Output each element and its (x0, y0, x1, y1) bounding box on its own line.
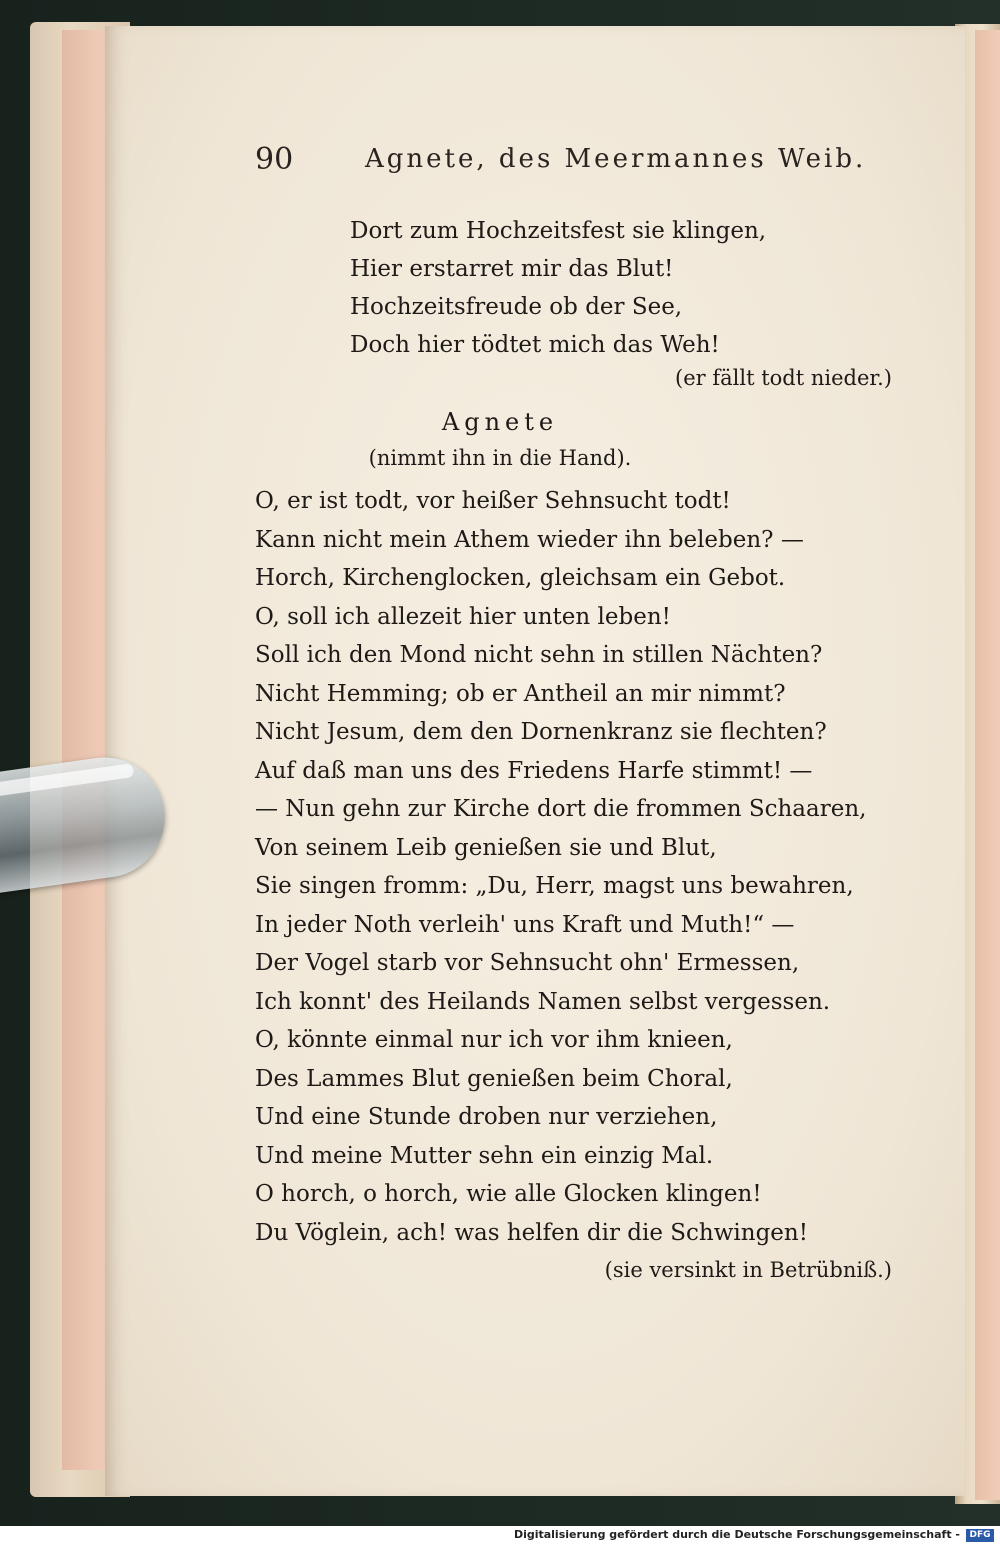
verse-line: Und meine Mutter sehn ein einzig Mal. (255, 1142, 714, 1169)
right-page-edge-colored (975, 30, 1000, 1500)
speaker-name: Agnete (441, 408, 559, 436)
verse-line: Dort zum Hochzeitsfest sie klingen, (350, 218, 767, 244)
running-title: Agnete, des Meermannes Weib. (365, 144, 867, 174)
footer-credit: Digitalisierung gefördert durch die Deutsche Forschungsgemeinschaft - (513, 1528, 960, 1541)
verse-line: Der Vogel starb vor Sehnsucht ohn' Ermessen, (255, 950, 800, 976)
verse-line: In jeder Noth verleih' uns Kraft und Muth!“ — (255, 911, 795, 938)
verse-line: Nicht Jesum, dem den Dornenkranz sie flechten? (255, 719, 827, 745)
speaker-direction: (nimmt ihn in die Hand). (368, 446, 632, 470)
glass-highlight (0, 763, 134, 798)
footer-credit-bar (0, 1526, 1000, 1546)
verse-line: O, könnte einmal nur ich vor ihm knieen, (255, 1027, 733, 1053)
verse-line: Auf daß man uns des Friedens Harfe stimmt! — (255, 757, 813, 784)
verse-line: O horch, o horch, wie alle Glocken klingen! (255, 1181, 762, 1207)
stage-direction: (sie versinkt in Betrübniß.) (604, 1258, 892, 1282)
verse-line: Des Lammes Blut genießen beim Choral, (255, 1065, 733, 1092)
verse-line: Sie singen fromm: „Du, Herr, magst uns bewahren, (255, 873, 854, 899)
verse-line: — Nun gehn zur Kirche dort die frommen Schaaren, (255, 796, 867, 822)
stanza-2 (255, 482, 866, 1252)
verse-line: Von seinem Leib genießen sie und Blut, (255, 834, 717, 861)
verse-line: Nicht Hemming; ob er Antheil an mir nimmt? (255, 680, 786, 707)
verse-line: O, er ist todt, vor heißer Sehnsucht todt! (255, 488, 731, 514)
verse-line: Ich konnt' des Heilands Namen selbst vergessen. (255, 988, 831, 1015)
stanza-1 (350, 212, 766, 364)
stage-direction: (er fällt todt nieder.) (675, 366, 892, 390)
verse-line: Und eine Stunde droben nur verziehen, (255, 1104, 718, 1130)
verse-line: O, soll ich allezeit hier unten leben! (255, 603, 671, 630)
verse-line: Horch, Kirchenglocken, gleichsam ein Gebot. (255, 565, 786, 591)
page-header (255, 142, 867, 182)
verse-line: Doch hier tödtet mich das Weh! (350, 332, 720, 358)
verse-line: Hier erstarret mir das Blut! (350, 256, 674, 282)
verse-line: Du Vöglein, ach! was helfen dir die Schwingen! (255, 1219, 808, 1246)
page-number: 90 (255, 142, 294, 177)
verse-line: Hochzeitsfreude ob der See, (350, 294, 683, 320)
dfg-logo: DFG (966, 1529, 994, 1542)
verse-line: Soll ich den Mond nicht sehn in stillen Nächten? (255, 642, 823, 668)
verse-line: Kann nicht mein Athem wieder ihn beleben? — (255, 526, 804, 553)
